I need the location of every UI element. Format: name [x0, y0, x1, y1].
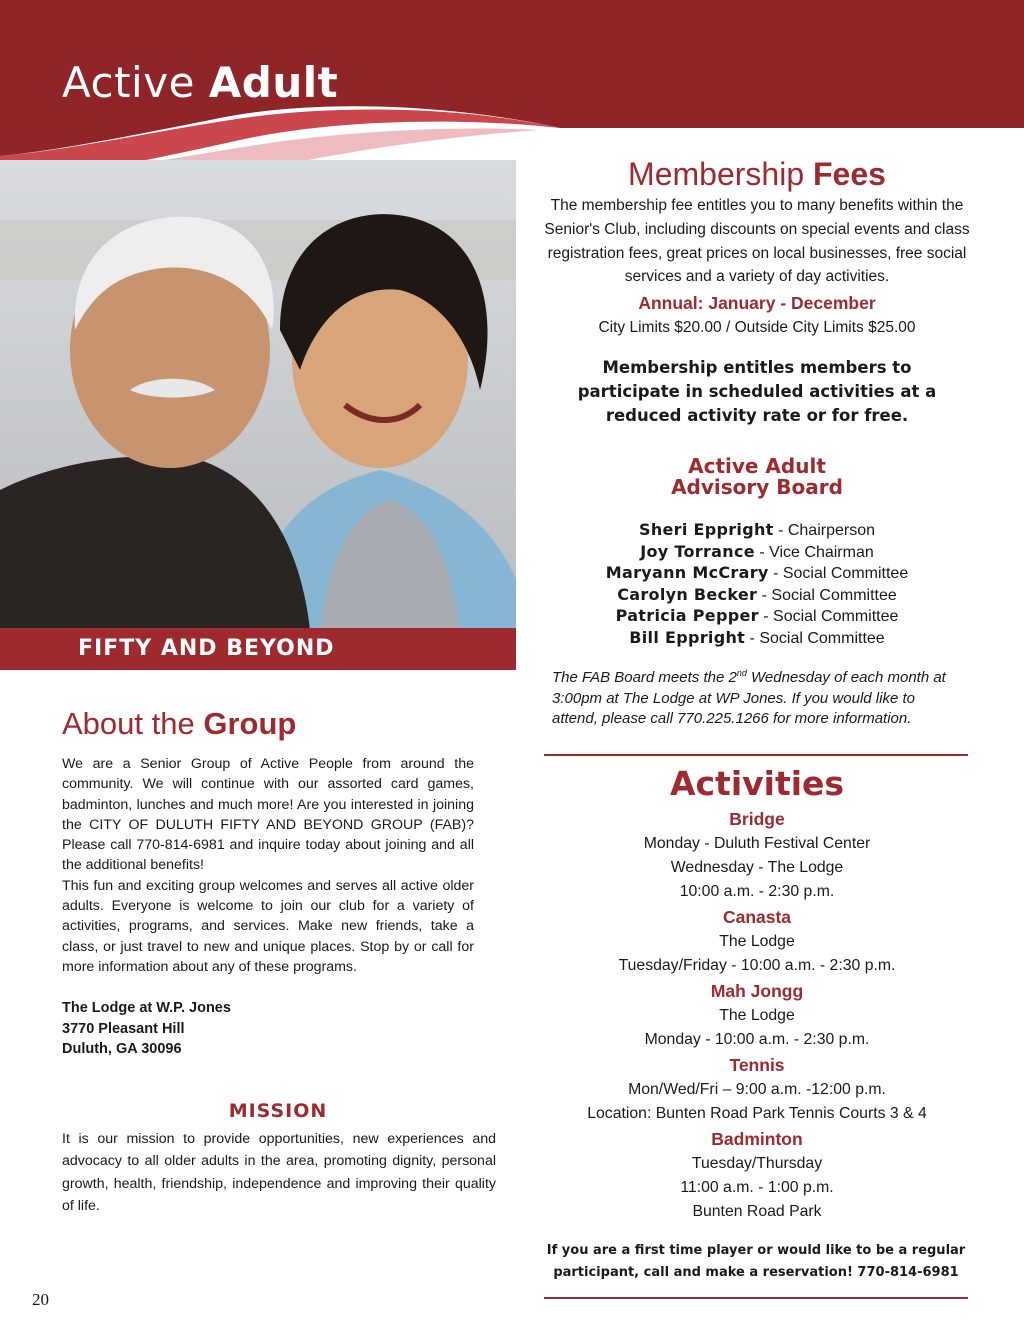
- page-title: Active Adult: [62, 58, 339, 107]
- activity-name: Canasta: [722, 907, 792, 927]
- activity-name: Tennis: [729, 1055, 785, 1075]
- address-line: 3770 Pleasant Hill: [62, 1020, 185, 1037]
- membership-heading: Membership Fees: [628, 156, 886, 192]
- address-line: The Lodge at W.P. Jones: [62, 1000, 231, 1016]
- membership-annual: Annual: January - December: [638, 293, 876, 313]
- activity-name: Bridge: [729, 809, 785, 829]
- banner-text: FIFTY AND BEYOND: [78, 636, 335, 661]
- activity-item: Bridge Monday - Duluth Festival Center Wednesday - The Lodge 10:00 a.m. - 2:30 p.m.: [544, 806, 970, 904]
- about-paragraph-2: This fun and exciting group welcomes and serves all active older adults. Everyone is welcome to join our club for a variety of activities, programs, and services. Make new friends, take a class, or just travel to new and unique places. Stop by or call for more information about any of these programs.: [62, 877, 474, 975]
- board-member: Patricia Pepper - Social Committee: [615, 606, 899, 625]
- mission-text: It is our mission to provide opportunities, new experiences and advocacy to all older adults in the area, promoting dignity, personal growth, health, friendship, independence and improving their quality of life.: [62, 1131, 496, 1214]
- board-member: Joy Torrance - Vice Chairman: [640, 541, 874, 561]
- section-divider: [544, 1297, 968, 1299]
- board-member: Maryann McCrary - Social Committee: [605, 563, 909, 582]
- membership-fees: City Limits $20.00 / Outside City Limits $25.00: [598, 319, 916, 336]
- activity-item: Canasta The Lodge Tuesday/Friday - 10:00 a.m. - 2:30 p.m.: [544, 904, 970, 978]
- membership-text: The membership fee entitles you to many benefits within the Senior's Club, including discounts on special events and class registration fees, great prices on local businesses, free social services and a variety of day activities.: [544, 197, 970, 286]
- board-member: Sheri Eppright - Chairperson: [639, 520, 875, 539]
- activities-heading: Activities: [669, 764, 845, 803]
- board-member: Bill Eppright - Social Committee: [629, 627, 885, 647]
- about-text: [62, 754, 474, 977]
- activity-item: Tennis Mon/Wed/Fri – 9:00 a.m. -12:00 p.m. Location: Bunten Road Park Tennis Courts 3 & 4: [544, 1052, 970, 1126]
- mission-heading: MISSION: [228, 1100, 328, 1122]
- board-meeting-info: The FAB Board meets the 2nd Wednesday of each month at 3:00pm at The Lodge at WP Jones. If you would like to attend, please call 770.225.1266 for more information.: [552, 668, 946, 727]
- reservation-call-to-action: If you are a first time player or would like to be a regular participant, call and make a reservation! 770-814-6981: [546, 1243, 966, 1280]
- section-divider: [544, 754, 968, 756]
- address-line: Duluth, GA 30096: [62, 1041, 182, 1057]
- membership-entitles: Membership entitles members to participate in scheduled activities at a reduced activity rate or for free.: [577, 358, 937, 425]
- advisory-board-list: [544, 520, 970, 649]
- about-heading: About the Group: [62, 706, 297, 741]
- page-number: 20: [32, 1290, 49, 1309]
- activity-name: Badminton: [711, 1129, 803, 1149]
- activity-item: Mah Jongg The Lodge Monday - 10:00 a.m. - 2:30 p.m.: [544, 978, 970, 1052]
- advisory-board-heading: Active Adult Advisory Board: [671, 454, 843, 499]
- lodge-address: [62, 998, 231, 1060]
- board-member: Carolyn Becker - Social Committee: [617, 584, 897, 604]
- fifty-and-beyond-banner: [0, 628, 516, 670]
- activities-list: [544, 806, 970, 1224]
- activity-item: Badminton Tuesday/Thursday 11:00 a.m. - 1:00 p.m. Bunten Road Park: [544, 1126, 970, 1224]
- about-paragraph-1: We are a Senior Group of Active People from around the community. We will continue with our assorted card games, badminton, lunches and much more! Are you interested in joining the CITY OF DULUTH FIFTY AND BEYOND GROUP (FAB)? Please call 770-814-6981 and inquire today about joining and all the additional benefits!: [62, 756, 474, 874]
- activity-name: Mah Jongg: [710, 981, 804, 1001]
- seniors-photo: [0, 160, 516, 630]
